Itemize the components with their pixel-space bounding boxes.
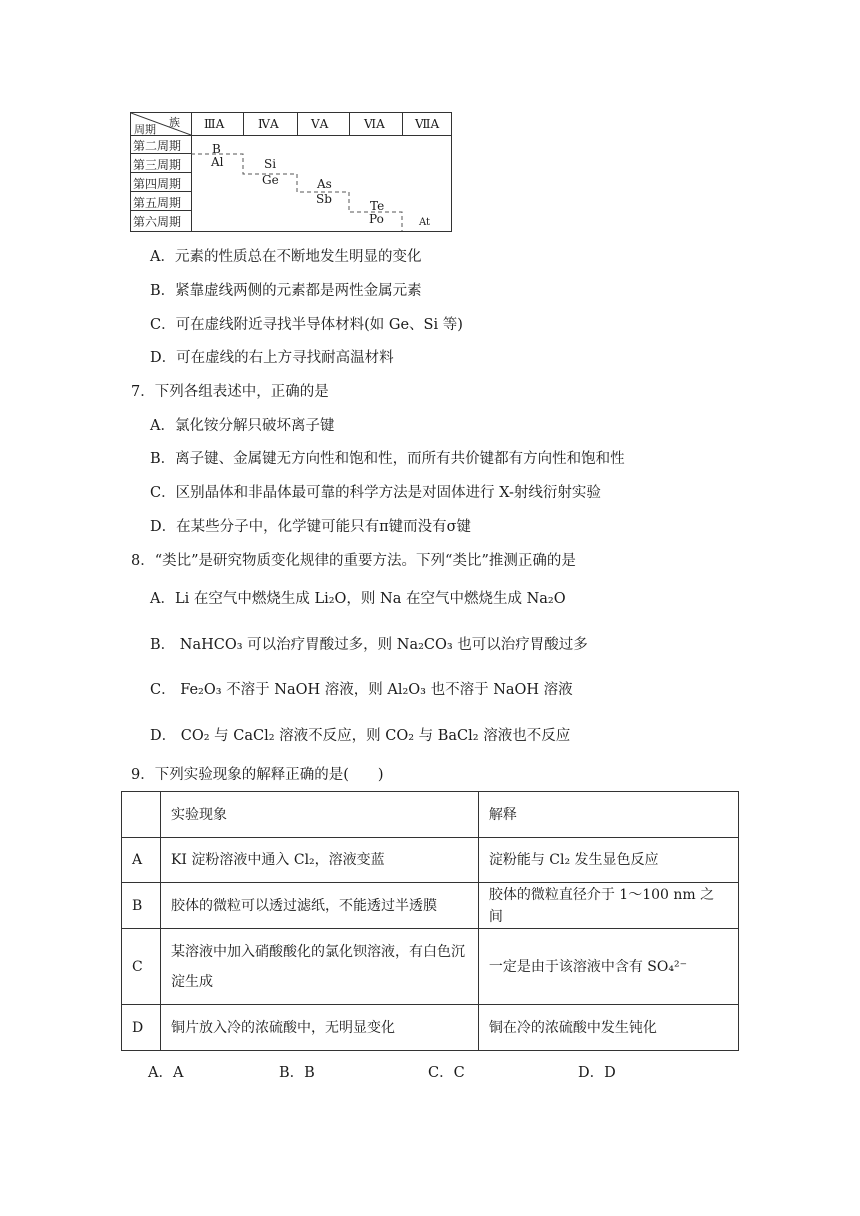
q7-option-c: C．区别晶体和非晶体最可靠的科学方法是对固体进行 X-射线衍射实验 (150, 485, 601, 501)
q8-stem: 8．“类比”是研究物质变化规律的重要方法。下列“类比”推测正确的是 (131, 553, 576, 569)
period-label: 第四周期 (133, 177, 182, 191)
table-cell (122, 792, 161, 838)
q8-option-b: B． NaHCO₃ 可以治疗胃酸过多，则 Na₂CO₃ 也可以治疗胃酸过多 (150, 637, 588, 653)
element-as: As (317, 177, 332, 191)
table-row (122, 883, 739, 929)
q9-stem: 9．下列实验现象的解释正确的是( ) (131, 767, 384, 783)
group-header: ⅢA (204, 117, 225, 131)
table-cell: 淀粉能与 Cl₂ 发生显色反应 (478, 838, 738, 883)
element-si: Si (264, 157, 277, 171)
table-header-cell: 解释 (478, 792, 738, 838)
periodic-table-figure (130, 112, 452, 232)
q6-option-d: D．可在虚线的右上方寻找耐高温材料 (150, 350, 394, 366)
table-header-row (122, 792, 739, 838)
q9-option-c: C．C (428, 1065, 465, 1081)
row-label: C (122, 929, 161, 1005)
table-cell: KI 淀粉溶液中通入 Cl₂，溶液变蓝 (160, 838, 478, 883)
corner-period-label: 周期 (134, 123, 156, 136)
group-header: ⅣA (258, 117, 279, 131)
group-header: ⅤA (311, 117, 329, 131)
q8-option-a: A．Li 在空气中燃烧生成 Li₂O，则 Na 在空气中燃烧生成 Na₂O (150, 591, 566, 607)
q9-table (121, 791, 739, 1051)
q8-option-d: D． CO₂ 与 CaCl₂ 溶液不反应，则 CO₂ 与 BaCl₂ 溶液也不反应 (150, 728, 571, 744)
table-cell: 某溶液中加入硝酸酸化的氯化钡溶液，有白色沉淀生成 (160, 929, 478, 1005)
row-label: B (122, 883, 161, 929)
table-cell: 铜片放入冷的浓硫酸中，无明显变化 (160, 1005, 478, 1051)
table-row (122, 1005, 739, 1051)
table-header-cell: 实验现象 (160, 792, 478, 838)
table-cell: 铜在冷的浓硫酸中发生钝化 (478, 1005, 738, 1051)
table-cell: 胶体的微粒直径介于 1～100 nm 之间 (478, 883, 738, 929)
q6-option-c: C．可在虚线附近寻找半导体材料(如 Ge、Si 等) (150, 317, 463, 333)
element-ge: Ge (262, 173, 279, 187)
q7-option-a: A．氯化铵分解只破坏离子键 (150, 418, 335, 434)
q9-option-a: A．A (148, 1065, 184, 1081)
period-label: 第三周期 (133, 158, 182, 172)
q7-option-b: B．离子键、金属键无方向性和饱和性，而所有共价键都有方向性和饱和性 (150, 451, 625, 467)
table-row (122, 838, 739, 883)
group-header: ⅦA (415, 117, 440, 131)
row-label: D (122, 1005, 161, 1051)
element-po: Po (369, 212, 384, 226)
q6-option-b: B．紧靠虚线两侧的元素都是两性金属元素 (150, 283, 422, 299)
q6-option-a: A．元素的性质总在不断地发生明显的变化 (150, 249, 422, 265)
element-sb: Sb (316, 192, 332, 206)
period-label: 第五周期 (133, 196, 182, 210)
period-label: 第六周期 (133, 215, 182, 229)
element-te: Te (370, 199, 385, 213)
element-at: At (419, 217, 431, 228)
q9-option-b: B．B (279, 1065, 315, 1081)
table-cell: 胶体的微粒可以透过滤纸，不能透过半透膜 (160, 883, 478, 929)
element-al: Al (211, 155, 224, 169)
q8-option-c: C． Fe₂O₃ 不溶于 NaOH 溶液，则 Al₂O₃ 也不溶于 NaOH 溶液 (150, 682, 573, 698)
period-label: 第二周期 (133, 139, 182, 153)
element-b: B (212, 142, 221, 156)
q9-option-d: D．D (578, 1065, 616, 1081)
dashed-boundary-line (131, 113, 451, 231)
q7-stem: 7．下列各组表述中，正确的是 (131, 384, 329, 400)
corner-group-label: 族 (169, 116, 180, 129)
row-label: A (122, 838, 161, 883)
table-row (122, 929, 739, 1005)
q7-option-d: D．在某些分子中，化学键可能只有π键而没有σ键 (150, 519, 472, 535)
table-cell: 一定是由于该溶液中含有 SO₄²⁻ (478, 929, 738, 1005)
group-header: ⅥA (364, 117, 385, 131)
